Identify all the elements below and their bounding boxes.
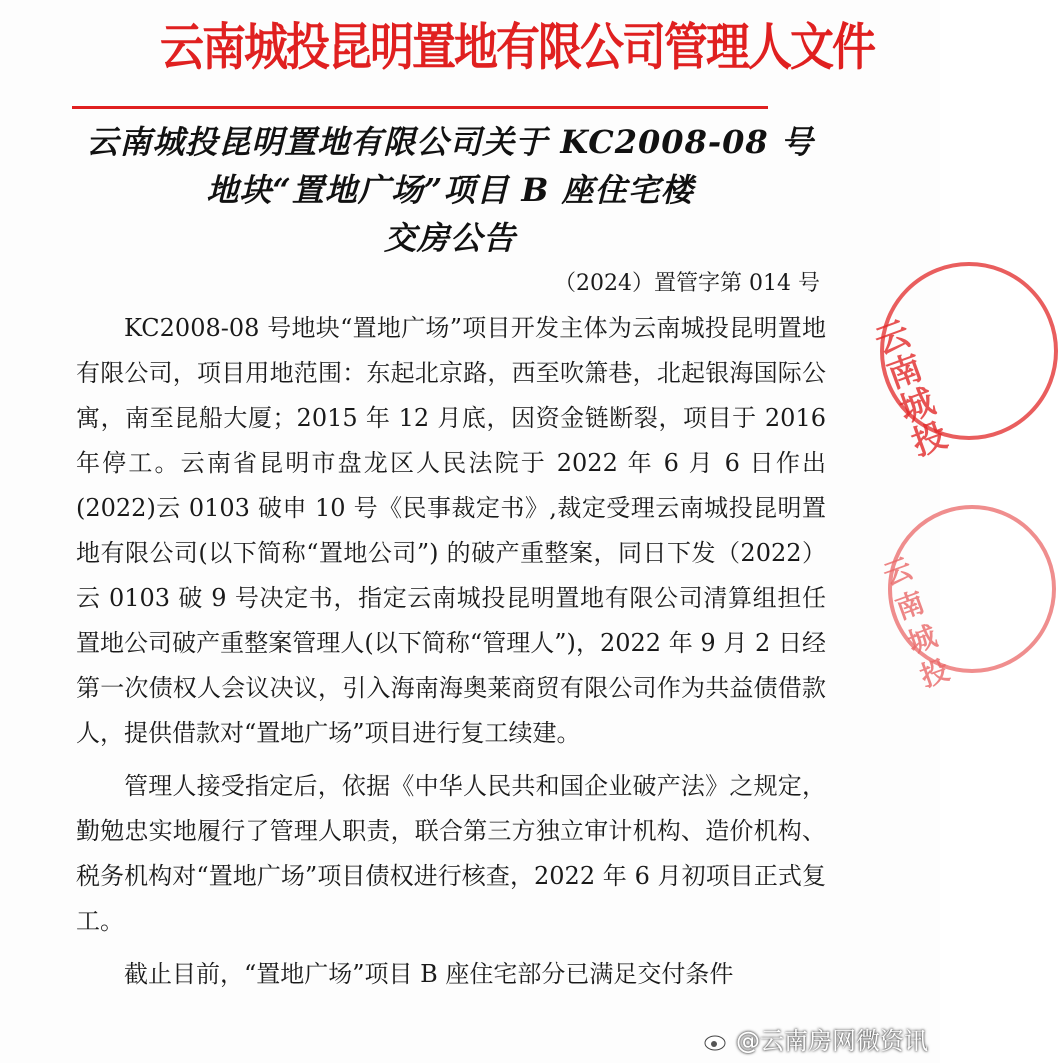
seal-text-secondary: 云南城投 (878, 551, 954, 694)
notice-title-line-3: 交房公告 (383, 219, 516, 257)
notice-title (60, 118, 840, 262)
watermark-text: @云南房网微资讯 (736, 1027, 928, 1055)
notice-title-line-1: 云南城投昆明置地有限公司关于 KC2008-08 号 (86, 123, 814, 161)
weibo-icon (704, 1031, 730, 1051)
official-seal-stamp-secondary (878, 505, 1056, 694)
document-number: （2024）置管字第 014 号 (554, 271, 820, 296)
body-paragraph-2: 管理人接受指定后，依据《中华人民共和国企业破产法》之规定，勤勉忠实地履行了管理人职责，联合第三方独立审计机构、造价机构、税务机构对“置地广场”项目债权进行核查，2022 年 6 月初项目正式复工。 (76, 772, 826, 935)
document-header-title: 云南城投昆明置地有限公司管理人文件 (160, 18, 874, 78)
header-red-rule (72, 106, 768, 109)
body-paragraph-1: KC2008-08 号地块“置地广场”项目开发主体为云南城投昆明置地有限公司，项目用地范围：东起北京路，西至吹箫巷，北起银海国际公寓，南至昆船大厦；2015 年 12 月底，因资金链断裂，项目于 2016 年停工。云南省昆明市盘龙区人民法院于 2022 年 6 月 6 日作出 (2022)云 0103 破申 10 号《民事裁定书》,裁定受理云南城投昆明置地有限公司(以下简称“置地公司”) 的破产重整案，同日下发（2022）云 0103 破 9 号决定书，指定云南城投昆明置地有限公司清算组担任置地公司破产重整案管理人(以下简称“管理人”)，2022 年 9 月 2 日经第一次债权人会议决议，引入海南海奥莱商贸有限公司作为共益债借款人，提供借款对“置地广场”项目进行复工续建。 (76, 314, 826, 747)
notice-title-line-2: 地块“置地广场”项目 B 座住宅楼 (206, 171, 694, 209)
official-seal-stamp (869, 262, 1058, 465)
weibo-watermark (704, 1025, 928, 1057)
seal-text: 云南城投 (869, 313, 953, 465)
body-paragraph-3: 截止目前，“置地广场”项目 B 座住宅部分已满足交付条件 (124, 960, 734, 988)
notice-body (76, 306, 826, 1005)
